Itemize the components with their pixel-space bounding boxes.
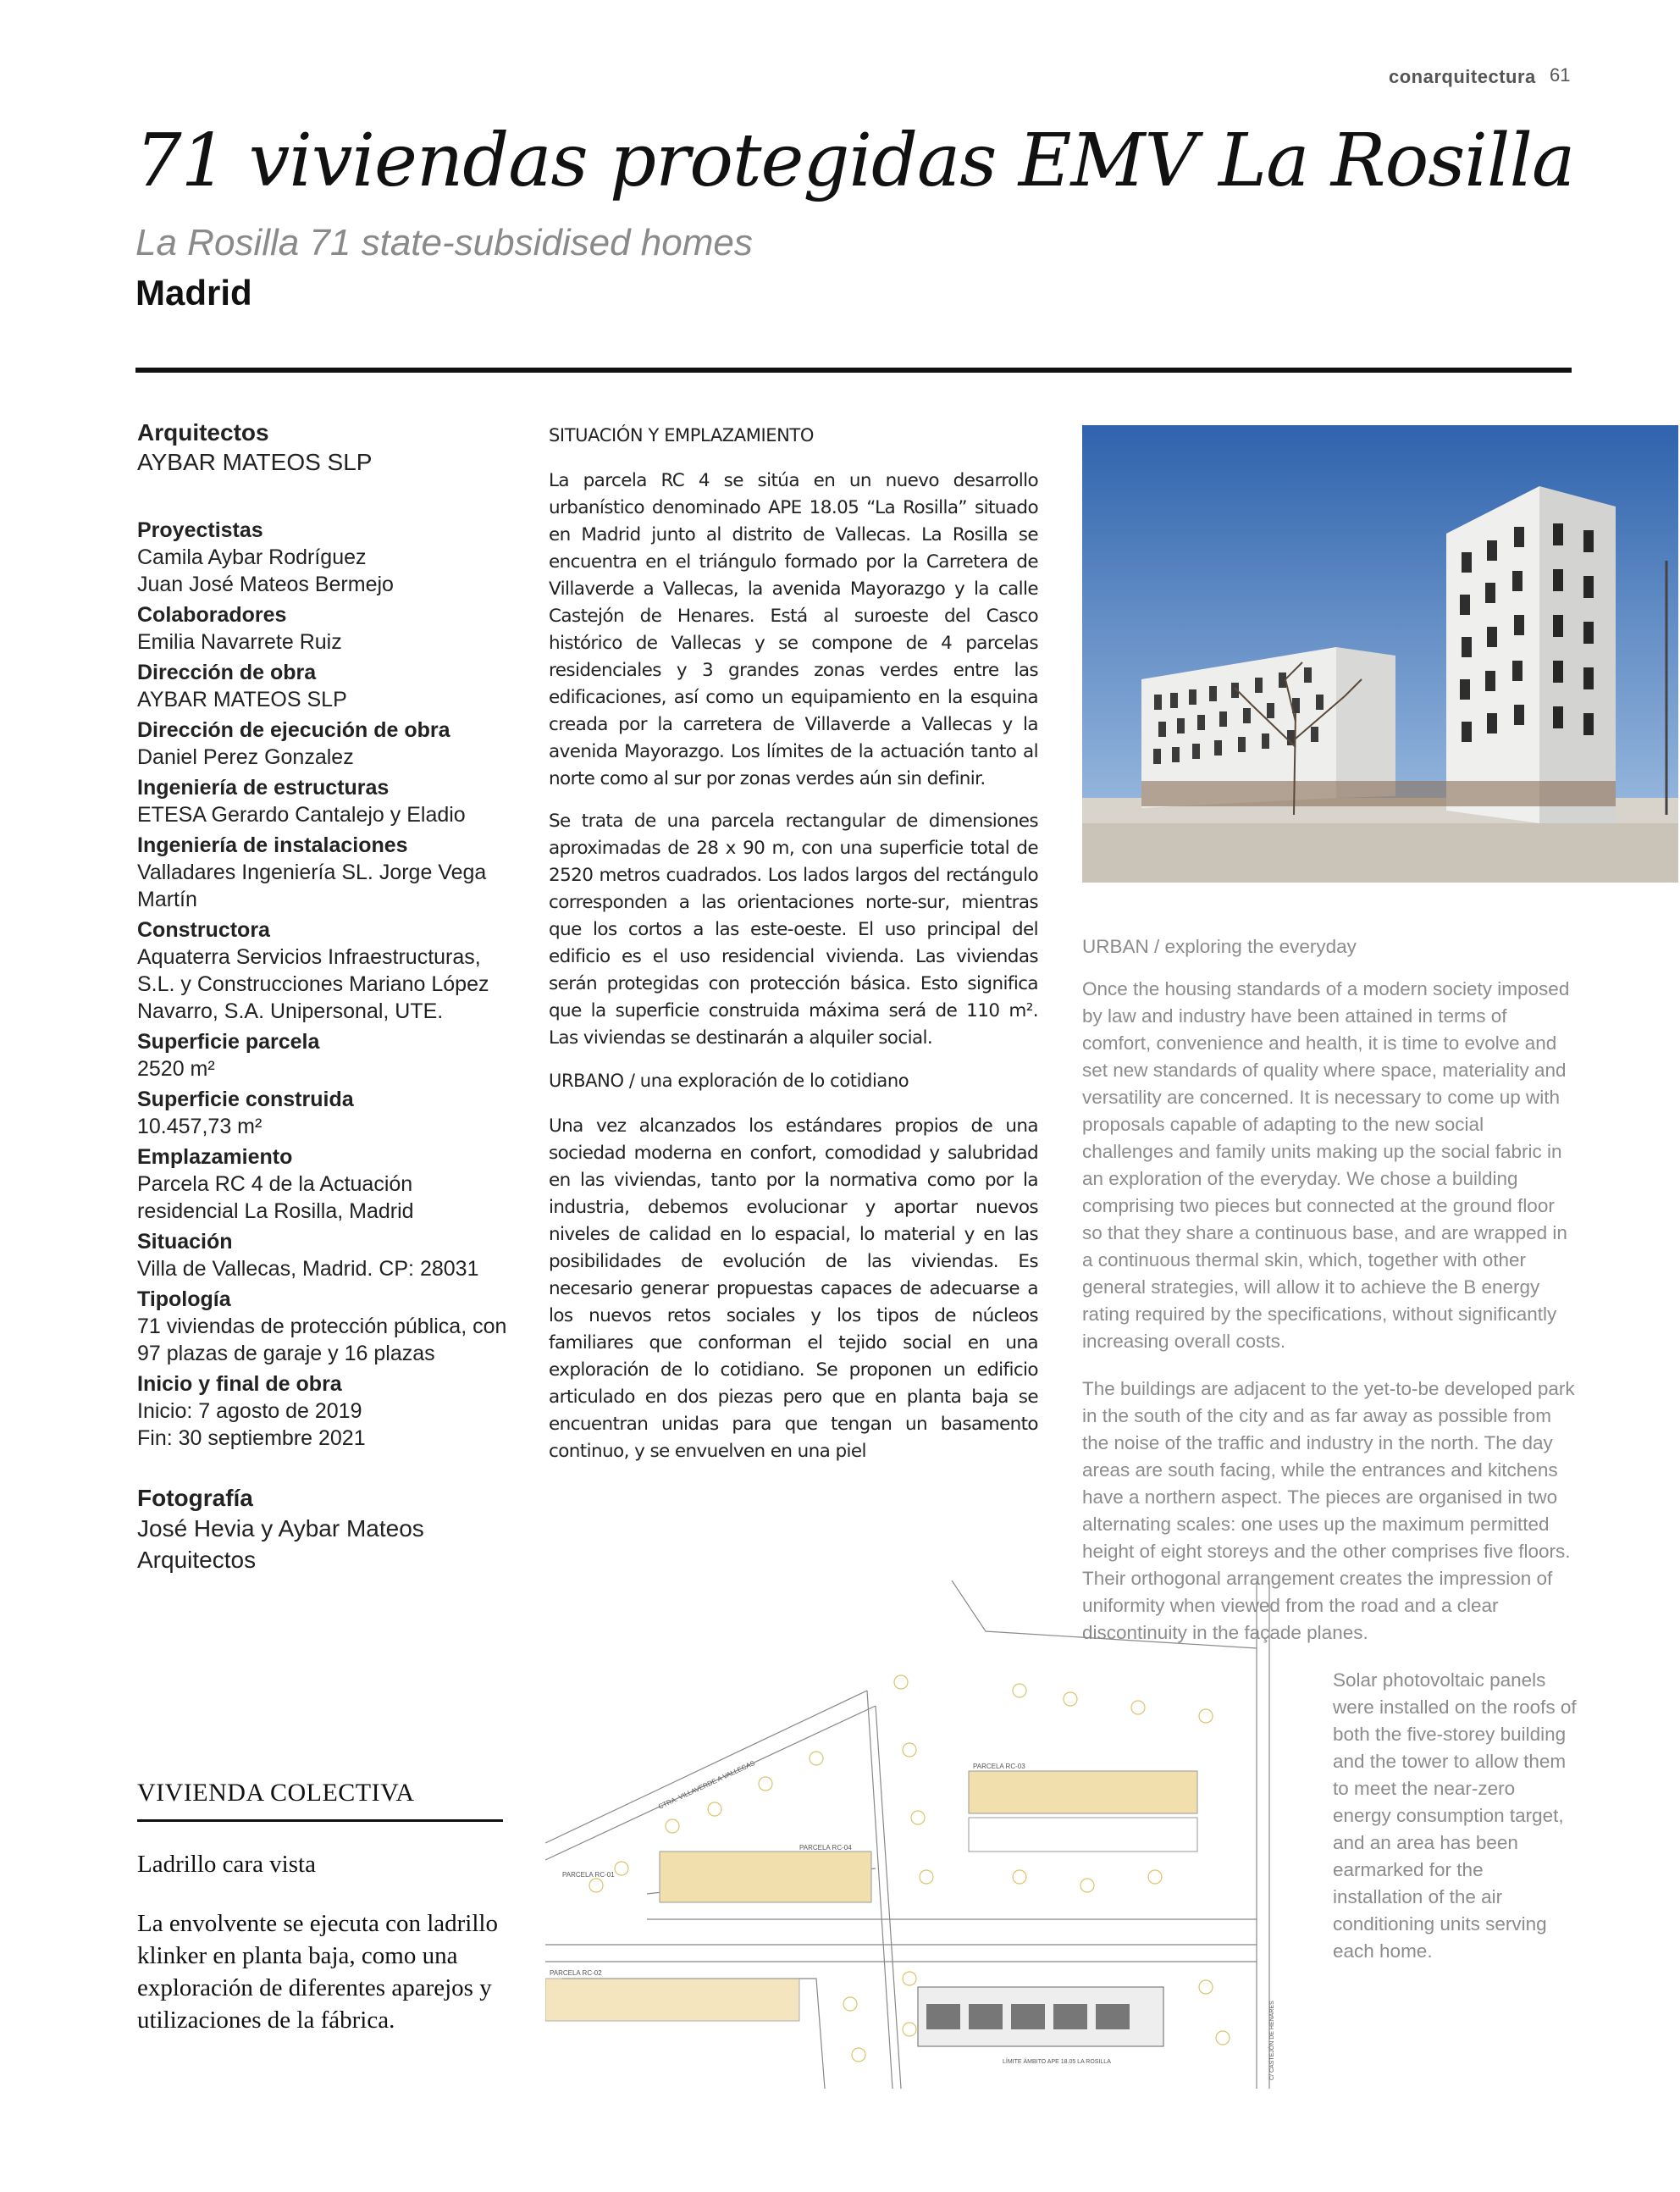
article-title: 71 viviendas protegidas EMV La Rosilla bbox=[135, 119, 1575, 203]
credit-value: ETESA Gerardo Cantalejo y Eladio bbox=[137, 803, 466, 827]
category-text: La envolvente se ejecuta con ladrillo klinker en planta baja, como una exploración de diferentes aparejos y utilizaciones de la fábrica. bbox=[137, 1910, 498, 2034]
section-heading-situacion: SITUACIÓN Y EMPLAZAMIENTO bbox=[549, 425, 814, 446]
credit-value: Parcela RC 4 de la Actuación residencial La Rosilla, Madrid bbox=[137, 1172, 414, 1223]
credit-value: Camila Aybar Rodríguez Juan José Mateos Bermejo bbox=[137, 545, 394, 596]
credits-column bbox=[137, 418, 510, 1575]
credit-value: Inicio: 7 agosto de 2019 Fin: 30 septiembre 2021 bbox=[137, 1399, 366, 1450]
credit-label: Inicio y final de obra bbox=[137, 1372, 342, 1396]
credit-value: Daniel Perez Gonzalez bbox=[137, 745, 354, 769]
photography-label: Fotografía bbox=[137, 1485, 253, 1511]
credit-label: Constructora bbox=[137, 918, 270, 942]
plan-parcel-label: PARCELA RC-01 bbox=[562, 1871, 615, 1879]
credit-label: Tipología bbox=[137, 1287, 231, 1311]
credit-value: 71 viviendas de protección pública, con 97 plazas de garaje y 16 plazas bbox=[137, 1315, 507, 1365]
credit-label: Dirección de ejecución de obra bbox=[137, 718, 450, 742]
plan-parcel-label: PARCELA RC-04 bbox=[799, 1844, 852, 1852]
credit-label: Superficie construida bbox=[137, 1088, 354, 1111]
article-city: Madrid bbox=[135, 273, 252, 313]
article-subtitle: La Rosilla 71 state-subsidised homes bbox=[135, 222, 753, 263]
magazine-brand: conarquitectura bbox=[1389, 66, 1536, 87]
architects-value: AYBAR MATEOS SLP bbox=[137, 449, 373, 475]
credit-value: Emilia Navarrete Ruiz bbox=[137, 630, 342, 654]
credit-label: Emplazamiento bbox=[137, 1145, 293, 1169]
category-title: VIVIENDA COLECTIVA bbox=[137, 1779, 503, 1822]
english-paragraph: Once the housing standards of a modern society imposed by law and industry have been attained in terms of comfort, convenience and health, it is time to evolve and set new standards of quality where space, materiality and versatility are concerned. It is necessary to come up with proposals capable of adapting to the new social challenges and family units making up the social fabric in an exploration of the everyday. We chose a building comprising two pieces but connected at the ground floor so that they share a continuous base, and are wrapped in a continuous thermal skin, which, together with other general strategies, will allow it to achieve the B energy rating required by the specifications, without significantly increasing overall costs. bbox=[1082, 978, 1570, 1352]
credit-value: Aquaterra Servicios Infraestructuras, S.L. y Construcciones Mariano López Navarro, S.A. Unipersonal, UTE. bbox=[137, 945, 489, 1023]
english-paragraph: Solar photovoltaic panels were installed on the roofs of both the five-storey building and the tower to allow them to meet the near-zero energy consumption target, and an area has been earmarked for the installation of the air conditioning units serving each home. bbox=[1333, 1669, 1577, 1962]
plan-street-label: C/ CASTEJÓN DE HENARES bbox=[1269, 2001, 1275, 2080]
site-plan-drawing bbox=[545, 1580, 1307, 2089]
architects-label: Arquitectos bbox=[137, 419, 269, 446]
credit-label: Superficie parcela bbox=[137, 1030, 320, 1054]
credit-value: 2520 m² bbox=[137, 1057, 215, 1081]
category-subtitle: Ladrillo cara vista bbox=[137, 1851, 316, 1878]
spanish-paragraph: Se trata de una parcela rectangular de dimensiones aproximadas de 28 x 90 m, con una superficie total de 2520 metros cuadrados. Los lados largos del rectángulo corresponden a las orientaciones norte-sur, mientras que los cortos a las este-oeste. El uso principal del edificio es el uso residencial vivienda. Las viviendas serán protegidas con protección básica. Esto significa que la superficie construida máxima será de 110 m². Las viviendas se destinarán a alquiler social. bbox=[549, 811, 1038, 1049]
credit-value: 10.457,73 m² bbox=[137, 1115, 262, 1138]
credit-label: Colaboradores bbox=[137, 603, 287, 627]
plan-boundary-label: LÍMITE ÁMBITO APE 18.05 LA ROSILLA bbox=[1003, 2059, 1111, 2065]
spanish-paragraph: Una vez alcanzados los estándares propios de una sociedad moderna en confort, comodidad y salubridad en las viviendas, tanto por la normativa como por la industria, debemos evolucionar y aportar nuevos niveles de calidad en lo espacial, lo material y en las posibilidades de evolución de las viviendas. Es necesario generar propuestas capaces de adecuarse a los nuevos retos sociales y los tipos de núcleos familiares que conforman el tejido social en una exploración de lo cotidiano. Se proponen un edificio articulado en dos piezas pero que en planta baja se encuentran unidas para que tengan un basamento continuo, y se envuelven en una piel bbox=[549, 1115, 1038, 1462]
section-heading-urbano: URBANO / una exploración de lo cotidiano bbox=[549, 1071, 909, 1091]
spanish-text-column bbox=[549, 422, 1038, 1481]
credit-label: Ingeniería de estructuras bbox=[137, 776, 390, 800]
photography-value: José Hevia y Aybar Mateos Arquitectos bbox=[137, 1515, 424, 1573]
credit-label: Proyectistas bbox=[137, 518, 263, 542]
plan-road-label: CTRA. VILLAVERDE A VALLECAS bbox=[657, 1758, 756, 1811]
building-photo bbox=[1082, 425, 1678, 883]
english-paragraph: The buildings are adjacent to the yet-to-be developed park in the south of the city and as far away as possible from the noise of the traffic and industry in the north. The day areas are south facing, while the entrances and kitchens have a northern aspect. The pieces are organised in two alternating scales: one uses up the maximum permitted height of eight storeys and the other comprises five floors. Their orthogonal arrangement creates the impression of uniformity when viewed from the road and a clear discontinuity in the façade planes. bbox=[1082, 1378, 1575, 1643]
english-section-heading: URBAN / exploring the everyday bbox=[1082, 936, 1357, 957]
credit-label: Dirección de obra bbox=[137, 661, 317, 684]
plan-parcel-label: PARCELA RC-02 bbox=[550, 1969, 602, 1977]
credit-value: Valladares Ingeniería SL. Jorge Vega Martín bbox=[137, 861, 487, 911]
credit-label: Ingeniería de instalaciones bbox=[137, 833, 408, 857]
spanish-paragraph: La parcela RC 4 se sitúa en un nuevo desarrollo urbanístico denominado APE 18.05 “La Rosilla” situado en Madrid junto al distrito de Vallecas. La Rosilla se encuentra en el triángulo formado por la Carretera de Villaverde a Vallecas, la avenida Mayorazgo y la calle Castejón de Henares. Está al suroeste del Casco histórico de Vallecas y se compone de 4 parcelas residenciales y 3 grandes zonas verdes entre las edificaciones, así como un equipamiento en la esquina creada por la carretera de Villaverde a Vallecas y la avenida Mayorazgo. Los límites de la actuación tanto al norte como al sur por zonas verdes aún sin definir. bbox=[549, 470, 1038, 789]
credit-value: AYBAR MATEOS SLP bbox=[137, 688, 347, 711]
plan-parcel-label: PARCELA RC-03 bbox=[973, 1763, 1025, 1770]
credit-list bbox=[137, 517, 510, 1452]
title-divider bbox=[135, 368, 1572, 373]
page-number: 61 bbox=[1550, 64, 1571, 86]
category-box bbox=[137, 1779, 503, 2036]
credit-value: Villa de Vallecas, Madrid. CP: 28031 bbox=[137, 1257, 479, 1281]
credit-label: Situación bbox=[137, 1230, 233, 1254]
